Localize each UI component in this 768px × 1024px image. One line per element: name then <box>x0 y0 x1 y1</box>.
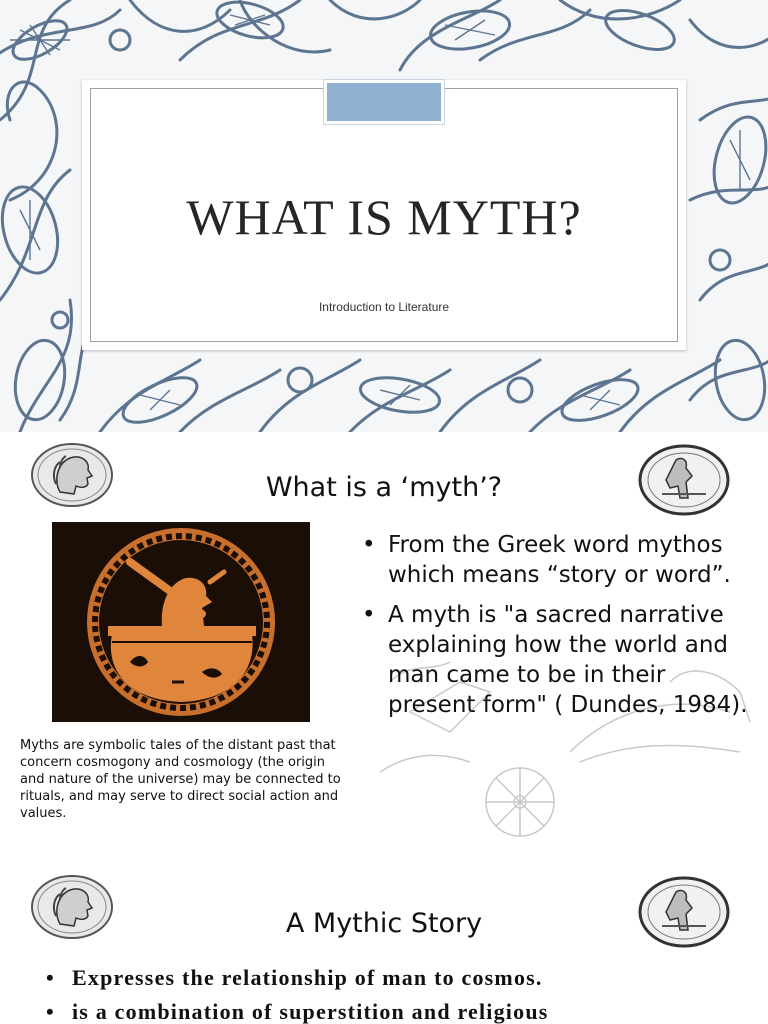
slide-title: WHAT IS MYTH? <box>186 189 582 245</box>
bullet-icon: • <box>362 532 376 558</box>
bullet-text: From the Greek word mythos which means “story or word”. <box>388 532 731 588</box>
bullet-text: is a combination of superstition and religious <box>72 999 549 1024</box>
mythic-story-bullet-list <box>40 964 760 1024</box>
list-item <box>358 600 758 720</box>
list-item <box>358 530 758 590</box>
bullet-icon: • <box>46 999 55 1024</box>
bullet-icon: • <box>362 602 376 628</box>
what-is-a-myth-slide <box>0 432 768 864</box>
myth-definition-caption: Myths are symbolic tales of the distant past that concern cosmogony and cosmology (the origin and nature of the universe) may be connected to rituals, and may serve to direct social action and values. <box>20 738 341 821</box>
a-mythic-story-slide <box>0 864 768 1024</box>
slide-heading: A Mythic Story <box>285 908 483 939</box>
bullet-icon: • <box>46 965 55 990</box>
greek-vase-painting <box>52 522 310 722</box>
bullet-text: A myth is "a sacred narrative explaining how the world and man came to be in their present form" ( Dundes, 1984). <box>388 602 748 718</box>
slide-subtitle: Introduction to Literature <box>318 300 450 314</box>
myth-bullet-list <box>358 530 758 730</box>
list-item <box>40 964 760 992</box>
slide-heading: What is a ‘myth’? <box>265 472 503 503</box>
bullet-text: Expresses the relationship of man to cosmos. <box>72 965 543 990</box>
title-card <box>82 80 686 350</box>
title-accent-tab <box>324 80 444 124</box>
list-item <box>40 998 760 1024</box>
title-slide <box>0 0 768 432</box>
